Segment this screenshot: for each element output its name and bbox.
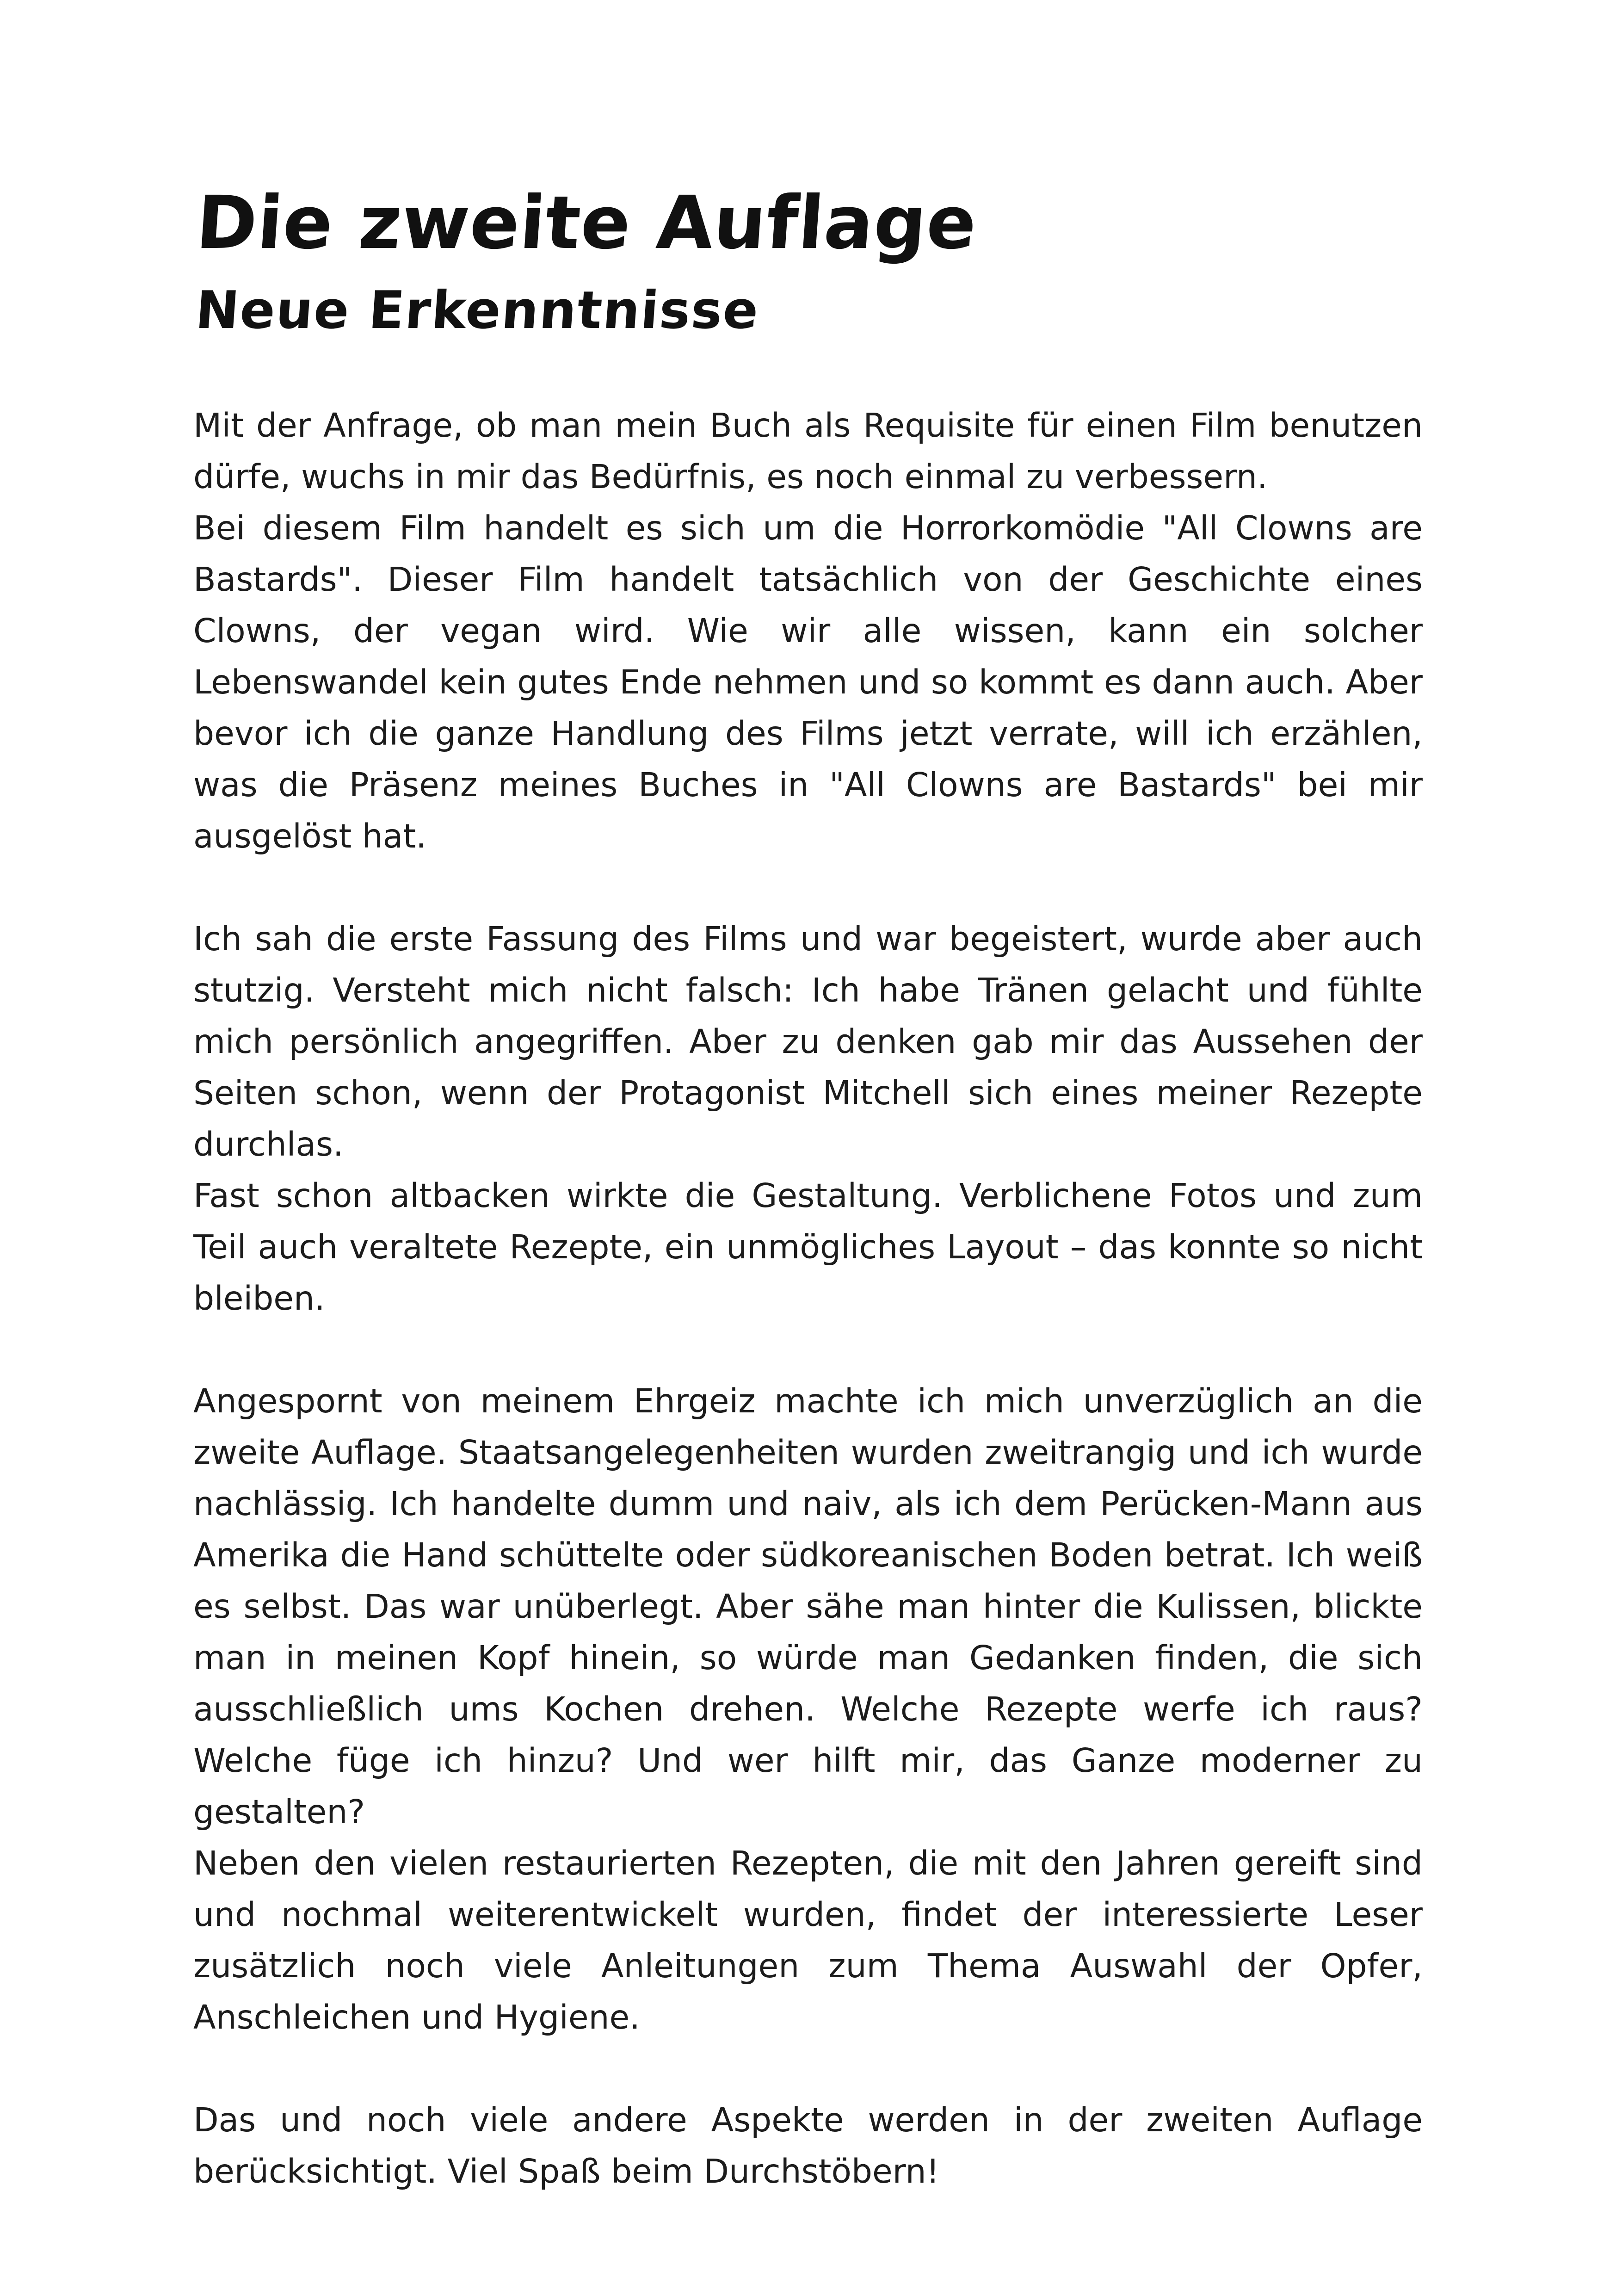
page-content bbox=[193, 178, 1423, 2197]
paragraph-4: Fast schon altbacken wirkte die Gestaltung. Verblichene Fotos und zum Teil auch veraltete Rezepte, ein unmögliches Layout – das konnte so nicht bleiben. bbox=[193, 1176, 1423, 1318]
paragraph-spacer bbox=[193, 862, 1423, 913]
page-subtitle: Neue Erkenntnisse bbox=[193, 280, 761, 340]
paragraph-3: Ich sah die erste Fassung des Films und war begeistert, wurde aber auch stutzig. Versteht mich nicht falsch: Ich habe Tränen gelacht und fühlte mich persönlich angegriffen. Aber zu denken gab mir das Aussehen der Seiten schon, wenn der Protagonist Mitchell sich eines meiner Rezepte durchlas. bbox=[193, 920, 1423, 1163]
paragraph-5: Angespornt von meinem Ehrgeiz machte ich mich unverzüglich an die zweite Auflage. Staatsangelegenheiten wurden zweitrangig und ich wurde nachlässig. Ich handelte dumm und naiv, als ich dem Perücken-Mann aus Amerika die Hand schüttelte oder südkoreanischen Boden betrat. Ich weiß es selbst. Das war unüberlegt. Aber sähe man hinter die Kulissen, blickte man in meinen Kopf hinein, so würde man Gedanken finden, die sich ausschließlich ums Kochen drehen. Welche Rezepte werfe ich raus? Welche füge ich hinzu? Und wer hilft mir, das Ganze moderner zu gestalten? bbox=[193, 1382, 1423, 1831]
page-title: Die zweite Auflage bbox=[193, 180, 980, 266]
paragraph-spacer bbox=[193, 1324, 1423, 1375]
paragraph-7: Das und noch viele andere Aspekte werden in der zweiten Auflage berücksichtigt. Viel Spaß beim Durchstöbern! bbox=[193, 2101, 1423, 2191]
paragraph-2: Bei diesem Film handelt es sich um die Horrorkomödie "All Clowns are Bastards". Dieser Film handelt tatsächlich von der Geschichte eines Clowns, der vegan wird. Wie wir alle wissen, kann ein solcher Lebenswandel kein gutes Ende nehmen und so kommt es dann auch. Aber bevor ich die ganze Handlung des Films jetzt verrate, will ich erzählen, was die Präsenz meines Buches in "All Clowns are Bastards" bei mir ausgelöst hat. bbox=[193, 509, 1423, 855]
paragraph-spacer bbox=[193, 2043, 1423, 2094]
paragraph-1: Mit der Anfrage, ob man mein Buch als Requisite für einen Film benutzen dürfe, wuchs in mir das Bedürfnis, es noch einmal zu verbessern. bbox=[193, 406, 1423, 496]
body-text bbox=[193, 400, 1423, 2197]
paragraph-6: Neben den vielen restaurierten Rezepten, die mit den Jahren gereift sind und nochmal weiterentwickelt wurden, findet der interessierte Leser zusätzlich noch viele Anleitungen zum Thema Auswahl der Opfer, Anschleichen und Hygiene. bbox=[193, 1844, 1423, 2036]
